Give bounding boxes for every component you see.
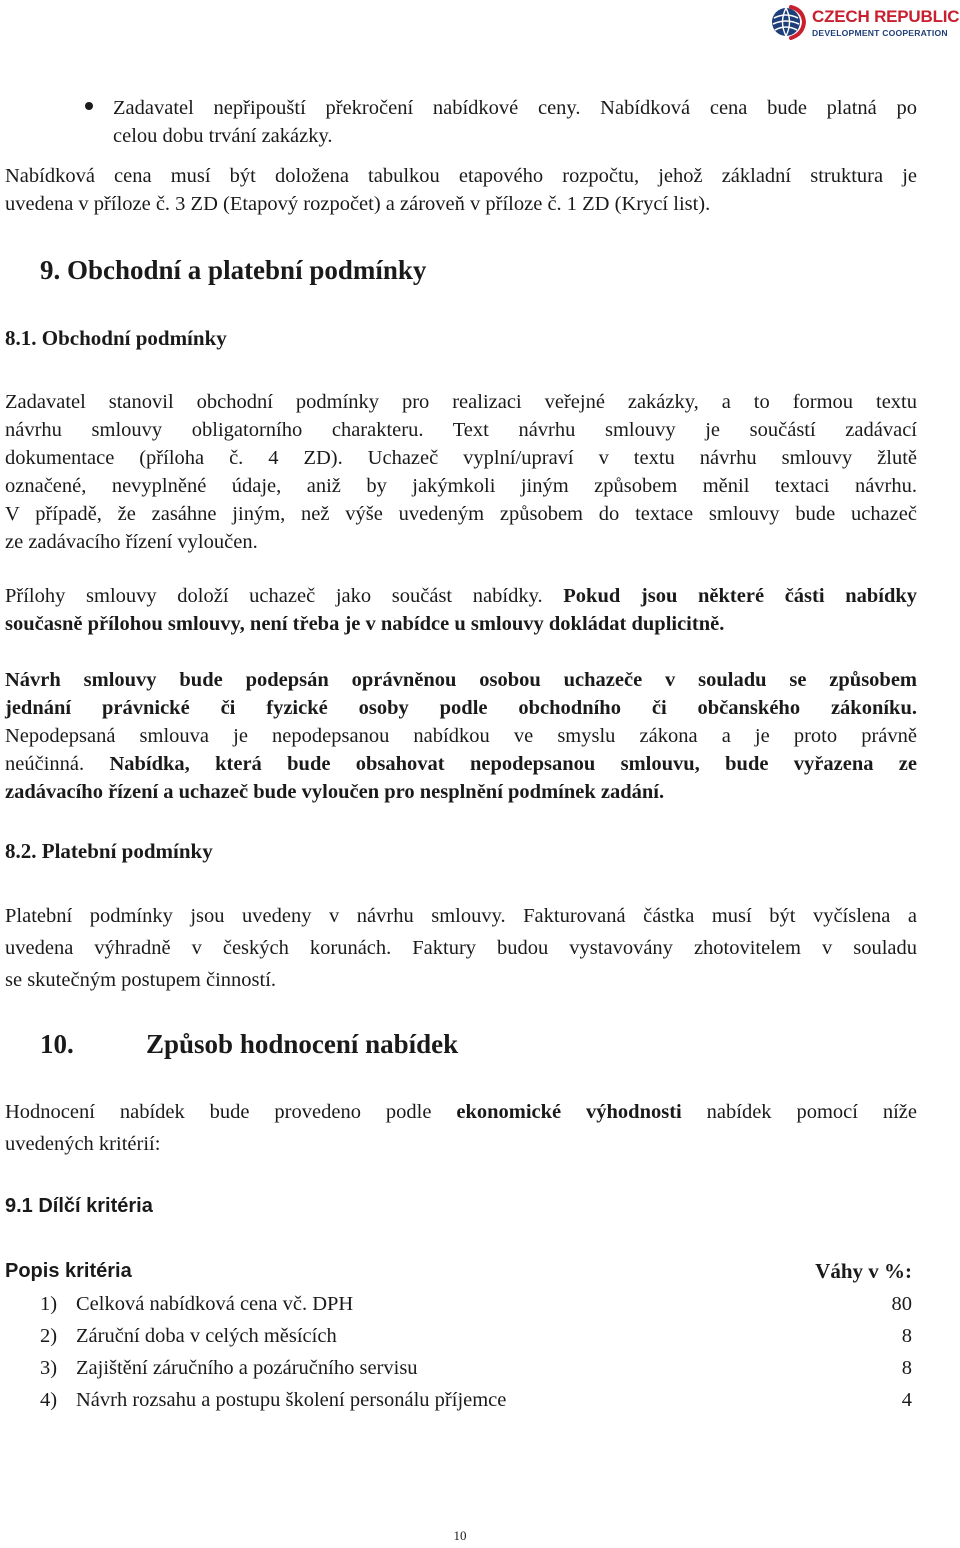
czech-development-logo [769,4,960,40]
payment-paragraph-line: Platební podmínky jsou uvedeny v návrhu smlouvy. Fakturovaná částka musí být vyčíslena a [5,905,917,927]
evaluation-text-a: Hodnocení nabídek bude provedeno podle [5,1101,432,1123]
criteria-label: Celková nabídková cena vč. DPH [76,1293,354,1315]
signature-paragraph-line-5 [5,778,917,806]
criteria-weight: 8 [901,1325,912,1347]
signature-normal-text: neúčinná. [5,753,85,775]
signature-paragraph-line-4 [5,750,917,778]
attachments-bold-text-2: současně přílohou smlouvy, není třeba je v nabídce u smlouvy dokládat duplicitně. [5,613,725,635]
attachments-normal-text: Přílohy smlouvy doloží uchazeč jako součást nabídky. [5,585,543,607]
evaluation-paragraph-line-1 [5,1096,917,1128]
bullet-text-line-2: celou dobu trvání zakázky. [113,125,333,147]
intro-paragraph-line-2: uvedena v příloze č. 3 ZD (Etapový rozpočet) a zároveň v příloze č. 1 ZD (Krycí list). [5,193,711,215]
logo-subtitle: DEVELOPMENT COOPERATION [812,28,948,38]
criteria-header-weights: Váhy v %: [815,1259,912,1283]
signature-bold-text-1: Návrh smlouvy bude podepsán oprávněnou osobou uchazeče v souladu se způsobem [5,669,917,691]
criteria-number: 3) [40,1357,58,1379]
globe-logo-icon [769,4,807,40]
logo-title: CZECH REPUBLIC [812,7,960,26]
paragraph-line: ze zadávacího řízení vyloučen. [5,531,258,553]
criteria-weight: 80 [891,1293,912,1315]
signature-bold-text-2: jednání právnické či fyzické osoby podle obchodního či občanského zákoníku. [5,697,917,719]
criteria-label: Zajištění záručního a pozáručního servisu [76,1357,418,1379]
section-10-heading: Způsob hodnocení nabídek [146,1029,459,1059]
paragraph-line: V případě, že zasáhne jiným, než výše uvedeným způsobem do textace smlouvy bude uchazeč [5,503,917,525]
criteria-label: Návrh rozsahu a postupu školení personálu příjemce [76,1389,507,1411]
page-number: 10 [453,1528,467,1543]
signature-bold-text-4: zadávacího řízení a uchazeč bude vyloučen pro nesplnění podmínek zadání. [5,781,665,803]
criteria-weight: 4 [901,1389,912,1411]
bullet-text-line-1: Zadavatel nepřipouští překročení nabídkové ceny. Nabídková cena bude platná po [113,97,917,119]
criteria-weight: 8 [901,1357,912,1379]
payment-paragraph-line: se skutečným postupem činností. [5,969,277,991]
section-10-number: 10. [40,1029,74,1059]
evaluation-paragraph-line-2: uvedených kritérií: [5,1133,161,1155]
intro-paragraph-line-1: Nabídková cena musí být doložena tabulkou etapového rozpočtu, jehož základní struktura je [5,165,917,187]
criteria-number: 1) [40,1293,58,1315]
signature-paragraph-line-3: Nepodepsaná smlouva je nepodepsanou nabídkou ve smyslu zákona a je proto právně [5,725,917,747]
attachments-paragraph-line-1 [5,582,917,610]
paragraph-line: Zadavatel stanovil obchodní podmínky pro realizaci veřejné zakázky, a to formou textu [5,391,917,413]
subsection-8-2-heading: 8.2. Platební podmínky [5,839,213,863]
criteria-label: Záruční doba v celých měsících [76,1325,337,1347]
subsection-9-1-heading: 9.1 Dílčí kritéria [5,1195,153,1217]
evaluation-text-b: nabídek pomocí níže [706,1101,918,1123]
criteria-header-description: Popis kritéria [5,1260,132,1282]
section-9-heading: 9. Obchodní a platební podmínky [40,255,427,285]
paragraph-line: označené, nevyplněné údaje, aniž by jakýmkoli jiným způsobem měnil textaci návrhu. [5,475,917,497]
criteria-number: 4) [40,1389,58,1411]
signature-bold-text-3: Nabídka, která bude obsahovat nepodepsanou smlouvu, bude vyřazena ze [109,753,918,775]
attachments-bold-text: Pokud jsou některé části nabídky [563,585,917,607]
signature-paragraph-line-1 [5,666,917,694]
criteria-number: 2) [40,1325,58,1347]
signature-paragraph-line-2 [5,694,917,722]
bullet-icon [85,102,93,110]
evaluation-bold-text: ekonomické výhodnosti [456,1101,682,1123]
paragraph-line: dokumentace (příloha č. 4 ZD). Uchazeč vyplní/upraví v textu návrhu smlouvy žlutě [5,447,917,469]
subsection-8-1-heading: 8.1. Obchodní podmínky [5,326,227,350]
attachments-paragraph-line-2 [5,610,917,638]
paragraph-line: návrhu smlouvy obligatorního charakteru. Text návrhu smlouvy je součástí zadávací [5,419,917,441]
payment-paragraph-line: uvedena výhradně v českých korunách. Faktury budou vystavovány zhotovitelem v souladu [5,937,917,959]
